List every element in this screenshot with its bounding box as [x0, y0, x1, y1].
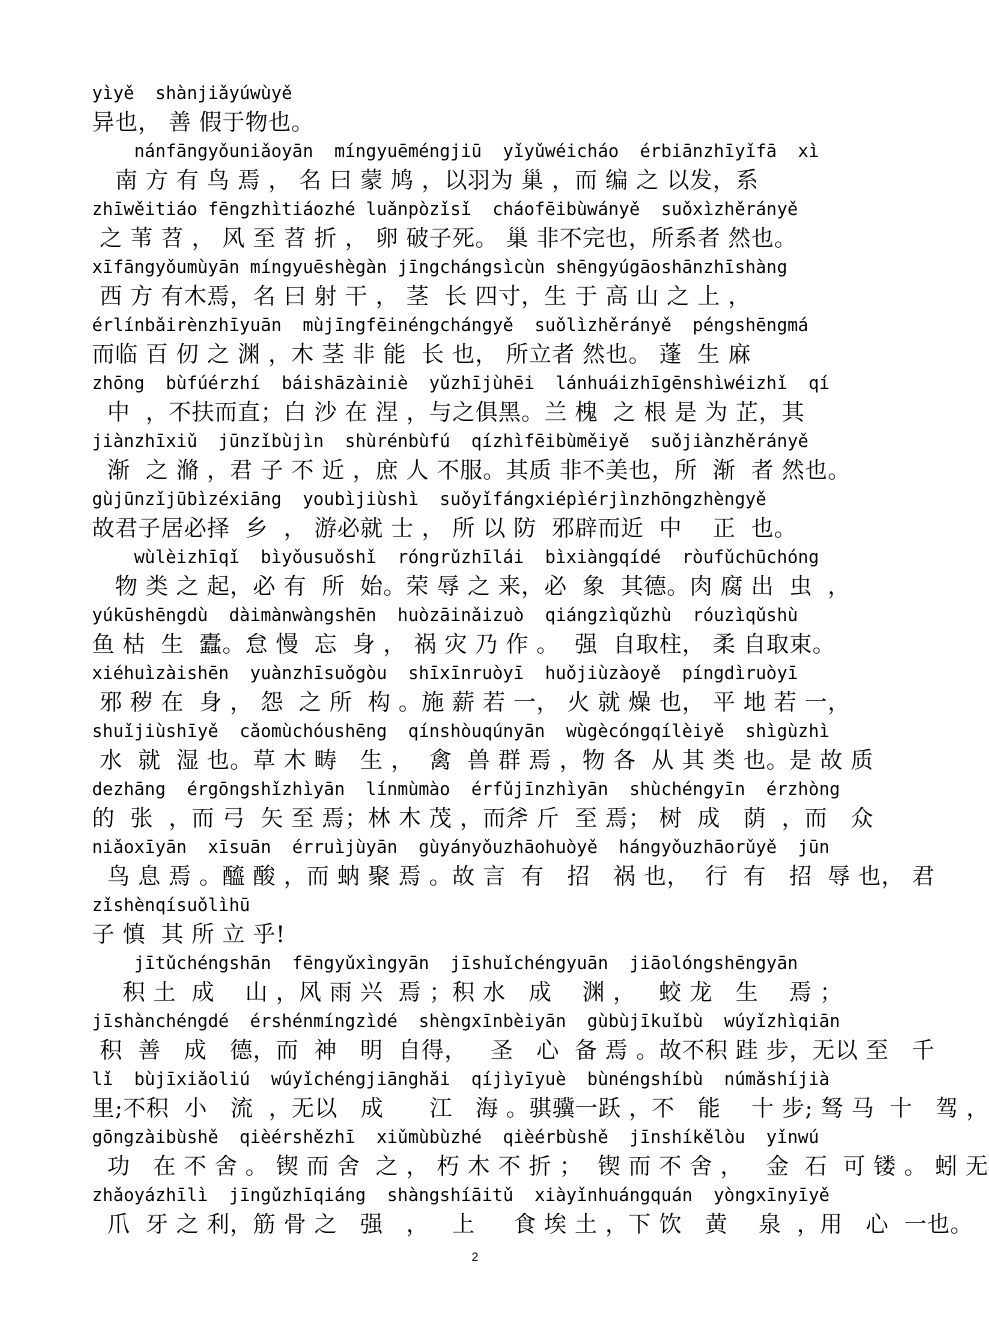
- hanzi-line: 故君子居必择 乡 ， 游必就 士 ， 所 以 防 邪辟而近 中 正 也。: [92, 516, 798, 542]
- pinyin-line: nánfāngyǒuniǎoyān míngyuēméngjiū yǐyǔwéicháo érbiānzhīyǐfā xì: [92, 142, 819, 162]
- pinyin-line: yìyě shànjiǎyúwùyě: [92, 84, 293, 104]
- text-body: [92, 80, 989, 1240]
- pinyin-line: xiéhuìzàishēn yuànzhīsuǒgòu shīxīnruòyī huǒjiùzàoyě píngdìruòyī: [92, 664, 798, 684]
- hanzi-line: 功 在 不 舍 。 锲 而 舍 之 ， 朽 木 不 折 ； 锲 而 不 舍 ， 金 石 可 镂 。 蚓 无: [92, 1154, 989, 1180]
- pinyin-line: jīshànchéngdé érshénmíngzìdé shèngxīnbèiyān gùbùjīkuǐbù wúyǐzhìqiān: [92, 1012, 841, 1032]
- hanzi-line: 中 ，不扶而直；白 沙 在 涅 ，与之俱黑。兰 槐 之 根 是 为 芷，其: [92, 400, 805, 426]
- hanzi-line: 里;不积 小 流 ，无以 成 江 海 。骐骥一跃 ，不 能 十 步; 驽 马 十 驾 ，: [92, 1096, 989, 1122]
- hanzi-line: 而临 百 仞 之 渊 ，木 茎 非 能 长 也， 所立者 然也。 蓬 生 麻: [92, 342, 752, 368]
- page-number: 2: [471, 1250, 479, 1264]
- pinyin-line: lǐ bùjīxiǎoliú wúyǐchéngjiānghǎi qíjìyīyuè bùnéngshíbù númǎshíjià: [92, 1070, 830, 1090]
- hanzi-line: 积 土 成 山 ，风 雨 兴 焉 ；积 水 成 渊 ， 蛟 龙 生 焉 ；: [92, 980, 843, 1006]
- pinyin-line: jītǔchéngshān fēngyǔxìngyān jīshuǐchéngyuān jiāolóngshēngyān: [92, 954, 798, 974]
- pinyin-line: dezhāng érgōngshǐzhìyān línmùmào érfǔjīnzhìyān shùchéngyīn érzhòng: [92, 780, 841, 800]
- pinyin-line: jiànzhīxiǔ jūnzǐbùjìn shùrénbùfú qízhìfēibùměiyě suǒjiànzhěrányě: [92, 432, 809, 452]
- hanzi-line: 水 就 湿 也。草 木 畴 生 ， 禽 兽 群 焉 ，物 各 从 其 类 也。是 故 质: [92, 748, 874, 774]
- pinyin-line: zǐshènqísuǒlìhū: [92, 896, 251, 916]
- hanzi-line: 鸟 息 焉 。醯 酸 ，而 蚋 聚 焉 。故 言 有 招 祸 也， 行 有 招 辱 也， 君: [92, 864, 935, 890]
- pinyin-line: wùlèizhīqǐ bìyǒusuǒshǐ róngrǔzhīlái bìxiàngqídé ròufǔchūchóng: [92, 548, 819, 568]
- hanzi-line: 爪 牙 之 利，筋 骨 之 强 ， 上 食 埃 土 ，下 饮 黄 泉 ，用 心 一也。: [92, 1212, 974, 1238]
- pinyin-line: niǎoxīyān xīsuān érruìjùyān gùyányǒuzhāohuòyě hángyǒuzhāorǔyě jūn: [92, 838, 830, 858]
- hanzi-line: 子 慎 其 所 立 乎!: [92, 922, 286, 948]
- hanzi-line: 鱼 枯 生 蠹。怠 慢 忘 身 ， 祸 灾 乃 作 。 强 自取柱， 柔 自取束。: [92, 632, 836, 658]
- hanzi-line: 南 方 有 鸟 焉 ， 名 曰 蒙 鸠 ，以羽为 巢 ，而 编 之 以发，系: [92, 168, 759, 194]
- hanzi-line: 之 苇 苕 ， 风 至 苕 折 ， 卵 破子死。 巢 非不完也，所系者 然也。: [92, 226, 798, 252]
- pinyin-line: zhōng bùfúérzhí báishāzàiniè yǔzhījùhēi lánhuáizhīgēnshìwéizhǐ qí: [92, 374, 830, 394]
- pinyin-line: xīfāngyǒumùyān míngyuēshègàn jīngchángsìcùn shēngyúgāoshānzhīshàng: [92, 258, 788, 278]
- hanzi-line: 邪 秽 在 身 ， 怨 之 所 构 。施 薪 若 一， 火 就 燥 也， 平 地 若 一，: [92, 690, 851, 716]
- pinyin-line: zhǎoyázhīlì jīngǔzhīqiáng shàngshíāitǔ xiàyǐnhuángquán yòngxīnyīyě: [92, 1186, 830, 1206]
- pinyin-line: shuǐjiùshīyě cǎomùchóushēng qínshòuqúnyān wùgècóngqílèiyě shìgùzhì: [92, 722, 830, 742]
- pinyin-line: érlínbǎirènzhīyuān mùjīngfēinéngchángyě suǒlìzhěrányě péngshēngmá: [92, 316, 809, 336]
- pinyin-line: gōngzàibùshě qièérshězhī xiǔmùbùzhé qièérbùshě jīnshíkělòu yǐnwú: [92, 1128, 819, 1148]
- pinyin-line: yúkūshēngdù dàimànwàngshēn huòzāinǎizuò qiángzìqǔzhù róuzìqǔshù: [92, 606, 798, 626]
- hanzi-line: 西 方 有木焉，名 曰 射 干 ， 茎 长 四寸，生 于 高 山 之 上 ，: [92, 284, 752, 310]
- hanzi-line: 物 类 之 起，必 有 所 始。荣 辱 之 来，必 象 其德。肉 腐 出 虫 ，: [92, 574, 851, 600]
- hanzi-line: 积 善 成 德，而 神 明 自得， 圣 心 备 焉 。故不积 跬 步，无以 至 千: [92, 1038, 935, 1064]
- hanzi-line: 异也， 善 假于物也。: [92, 110, 315, 136]
- pinyin-line: gùjūnzǐjūbìzéxiāng youbìjiùshì suǒyǐfángxiépìérjìnzhōngzhèngyě: [92, 490, 767, 510]
- hanzi-line: 渐 之 滫 ，君 子 不 近 ，庶 人 不服。其质 非不美也，所 渐 者 然也。: [92, 458, 851, 484]
- pinyin-line: zhīwěitiáo fēngzhìtiáozhé luǎnpòzǐsǐ cháofēibùwányě suǒxìzhěrányě: [92, 200, 798, 220]
- hanzi-line: 的 张 ，而 弓 矢 至 焉；林 木 茂 ，而斧 斤 至 焉； 树 成 荫 ，而 众: [92, 806, 874, 832]
